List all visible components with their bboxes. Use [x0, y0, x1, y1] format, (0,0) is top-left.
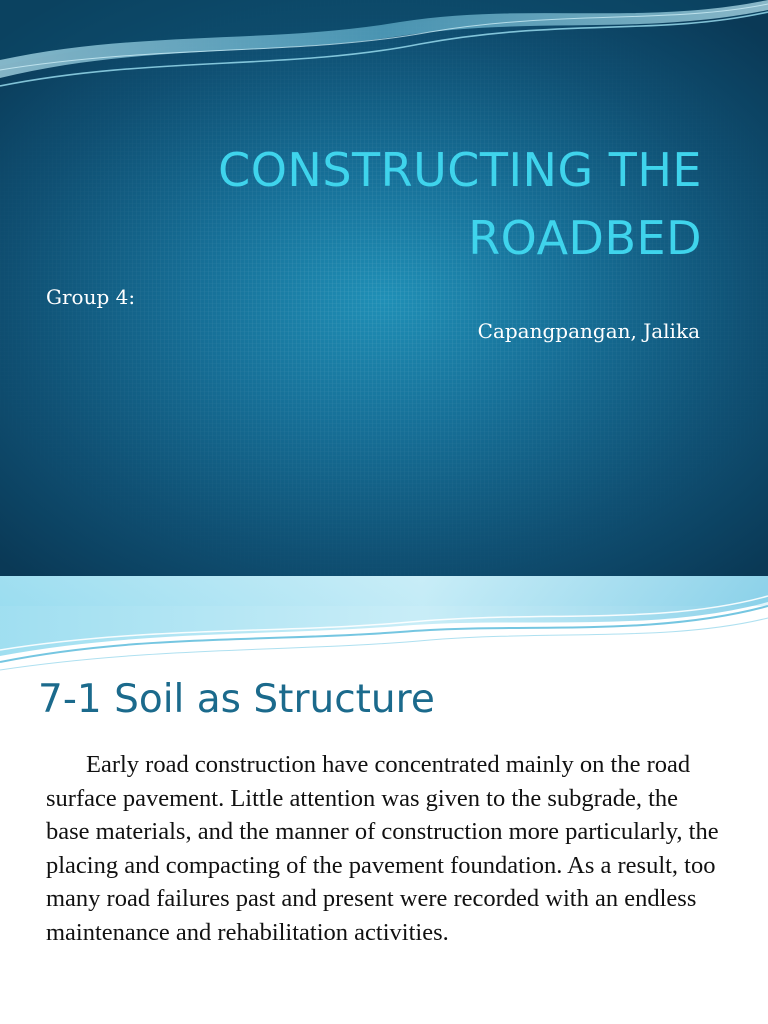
body-paragraph: Early road construction have concentrated mainly on the road surface pavement. Little attention was given to the subgrade, the base materials, and the manner of construction more particularly, the placing and compacting of the pavement foundation. As a result, too many road failures past and present were recorded with an endless maintenance and rehabilitation activities.	[46, 751, 719, 946]
presentation-title: CONSTRUCTING THE ROADBED	[218, 143, 702, 265]
content-slide	[0, 576, 768, 1024]
header-wave-decoration	[0, 576, 768, 686]
group-label: Group 4:	[46, 285, 136, 309]
member-name: Capangpangan, Jalika	[477, 319, 700, 343]
slide-heading: 7-1 Soil as Structure	[38, 677, 435, 722]
